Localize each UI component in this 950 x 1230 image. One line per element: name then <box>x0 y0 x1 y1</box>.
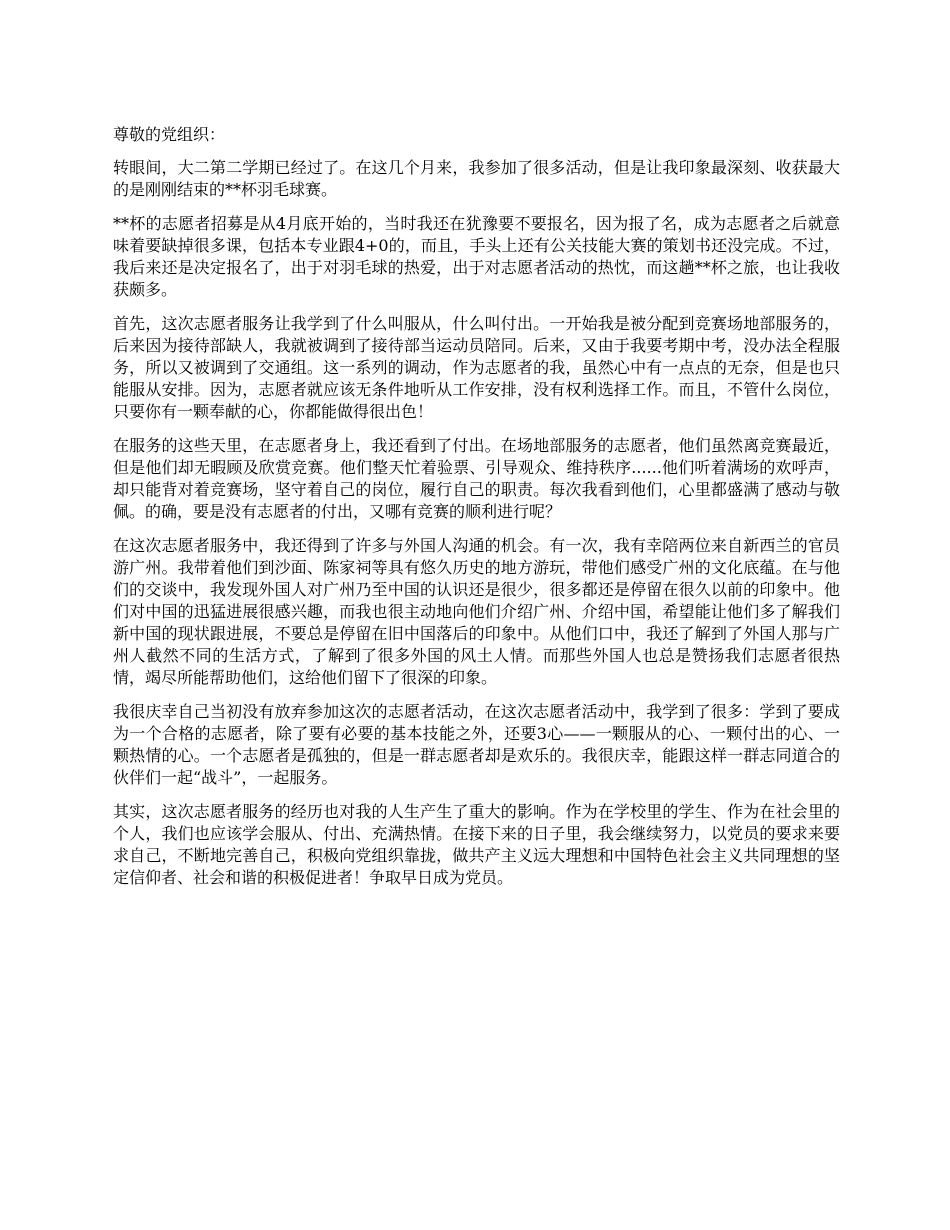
paragraph: 其实，这次志愿者服务的经历也对我的人生产生了重大的影响。作为在学校里的学生、作为在社会里的个人，我们也应该学会服从、付出、充满热情。在接下来的日子里，我会继续努力，以党员的要求来要求自己，不断地完善自己，积极向党组织靠拢，做共产主义远大理想和中国特色社会主义共同理想的坚定信仰者、社会和谐的积极促进者！争取早日成为党员。 <box>113 802 840 887</box>
letter-body <box>113 124 840 901</box>
paragraph: 我很庆幸自己当初没有放弃参加这次的志愿者活动，在这次志愿者活动中，我学到了很多：学到了要成为一个合格的志愿者，除了要有必要的基本技能之外，还要3心——一颗服从的心、一颗付出的心、一颗热情的心。一个志愿者是孤独的，但是一群志愿者却是欢乐的。我很庆幸，能跟这样一群志同道合的伙伴们一起“战斗”，一起服务。 <box>113 702 840 787</box>
paragraph: 首先，这次志愿者服务让我学到了什么叫服从，什么叫付出。一开始我是被分配到竞赛场地部服务的，后来因为接待部缺人，我就被调到了接待部当运动员陪同。后来，又由于我要考期中考，没办法全程服务，所以又被调到了交通组。这一系列的调动，作为志愿者的我，虽然心中有一点点的无奈，但是也只能服从安排。因为，志愿者就应该无条件地听从工作安排，没有权利选择工作。而且，不管什么岗位，只要你有一颗奉献的心，你都能做得很出色！ <box>113 314 840 421</box>
paragraph: **杯的志愿者招募是从4月底开始的，当时我还在犹豫要不要报名，因为报了名，成为志愿者之后就意味着要缺掉很多课，包括本专业跟4+0的，而且，手头上还有公关技能大赛的策划书还没完成。不过，我后来还是决定报名了，出于对羽毛球的热爱，出于对志愿者活动的热忱，而这趟**杯之旅，也让我收获颇多。 <box>113 214 840 299</box>
salutation: 尊敬的党组织： <box>113 125 226 144</box>
paragraph: 转眼间，大二第二学期已经过了。在这几个月来，我参加了很多活动，但是让我印象最深刻、收获最大的是刚刚结束的**杯羽毛球赛。 <box>113 158 840 199</box>
paragraph: 在这次志愿者服务中，我还得到了许多与外国人沟通的机会。有一次，我有幸陪两位来自新西兰的官员游广州。我带着他们到沙面、陈家祠等具有悠久历史的地方游玩，带他们感受广州的文化底蕴。在与他们的交谈中，我发现外国人对广州乃至中国的认识还是很少，很多都还是停留在很久以前的印象中。他们对中国的迅猛进展很感兴趣，而我也很主动地向他们介绍广州、介绍中国，希望能让他们多了解我们新中国的现状跟进展，不要总是停留在旧中国落后的印象中。从他们口中，我还了解到了外国人那与广州人截然不同的生活方式，了解到了很多外国的风土人情。而那些外国人也总是赞扬我们志愿者很热情，竭尽所能帮助他们，这给他们留下了很深的印象。 <box>113 536 840 687</box>
paragraph: 在服务的这些天里，在志愿者身上，我还看到了付出。在场地部服务的志愿者，他们虽然离竞赛最近，但是他们却无暇顾及欣赏竞赛。他们整天忙着验票、引导观众、维持秩序......他们听着满场的欢呼声，却只能背对着竞赛场，坚守着自己的岗位，履行自己的职责。每次我看到他们，心里都盛满了感动与敬佩。的确，要是没有志愿者的付出，又哪有竞赛的顺利进行呢？ <box>113 436 840 521</box>
